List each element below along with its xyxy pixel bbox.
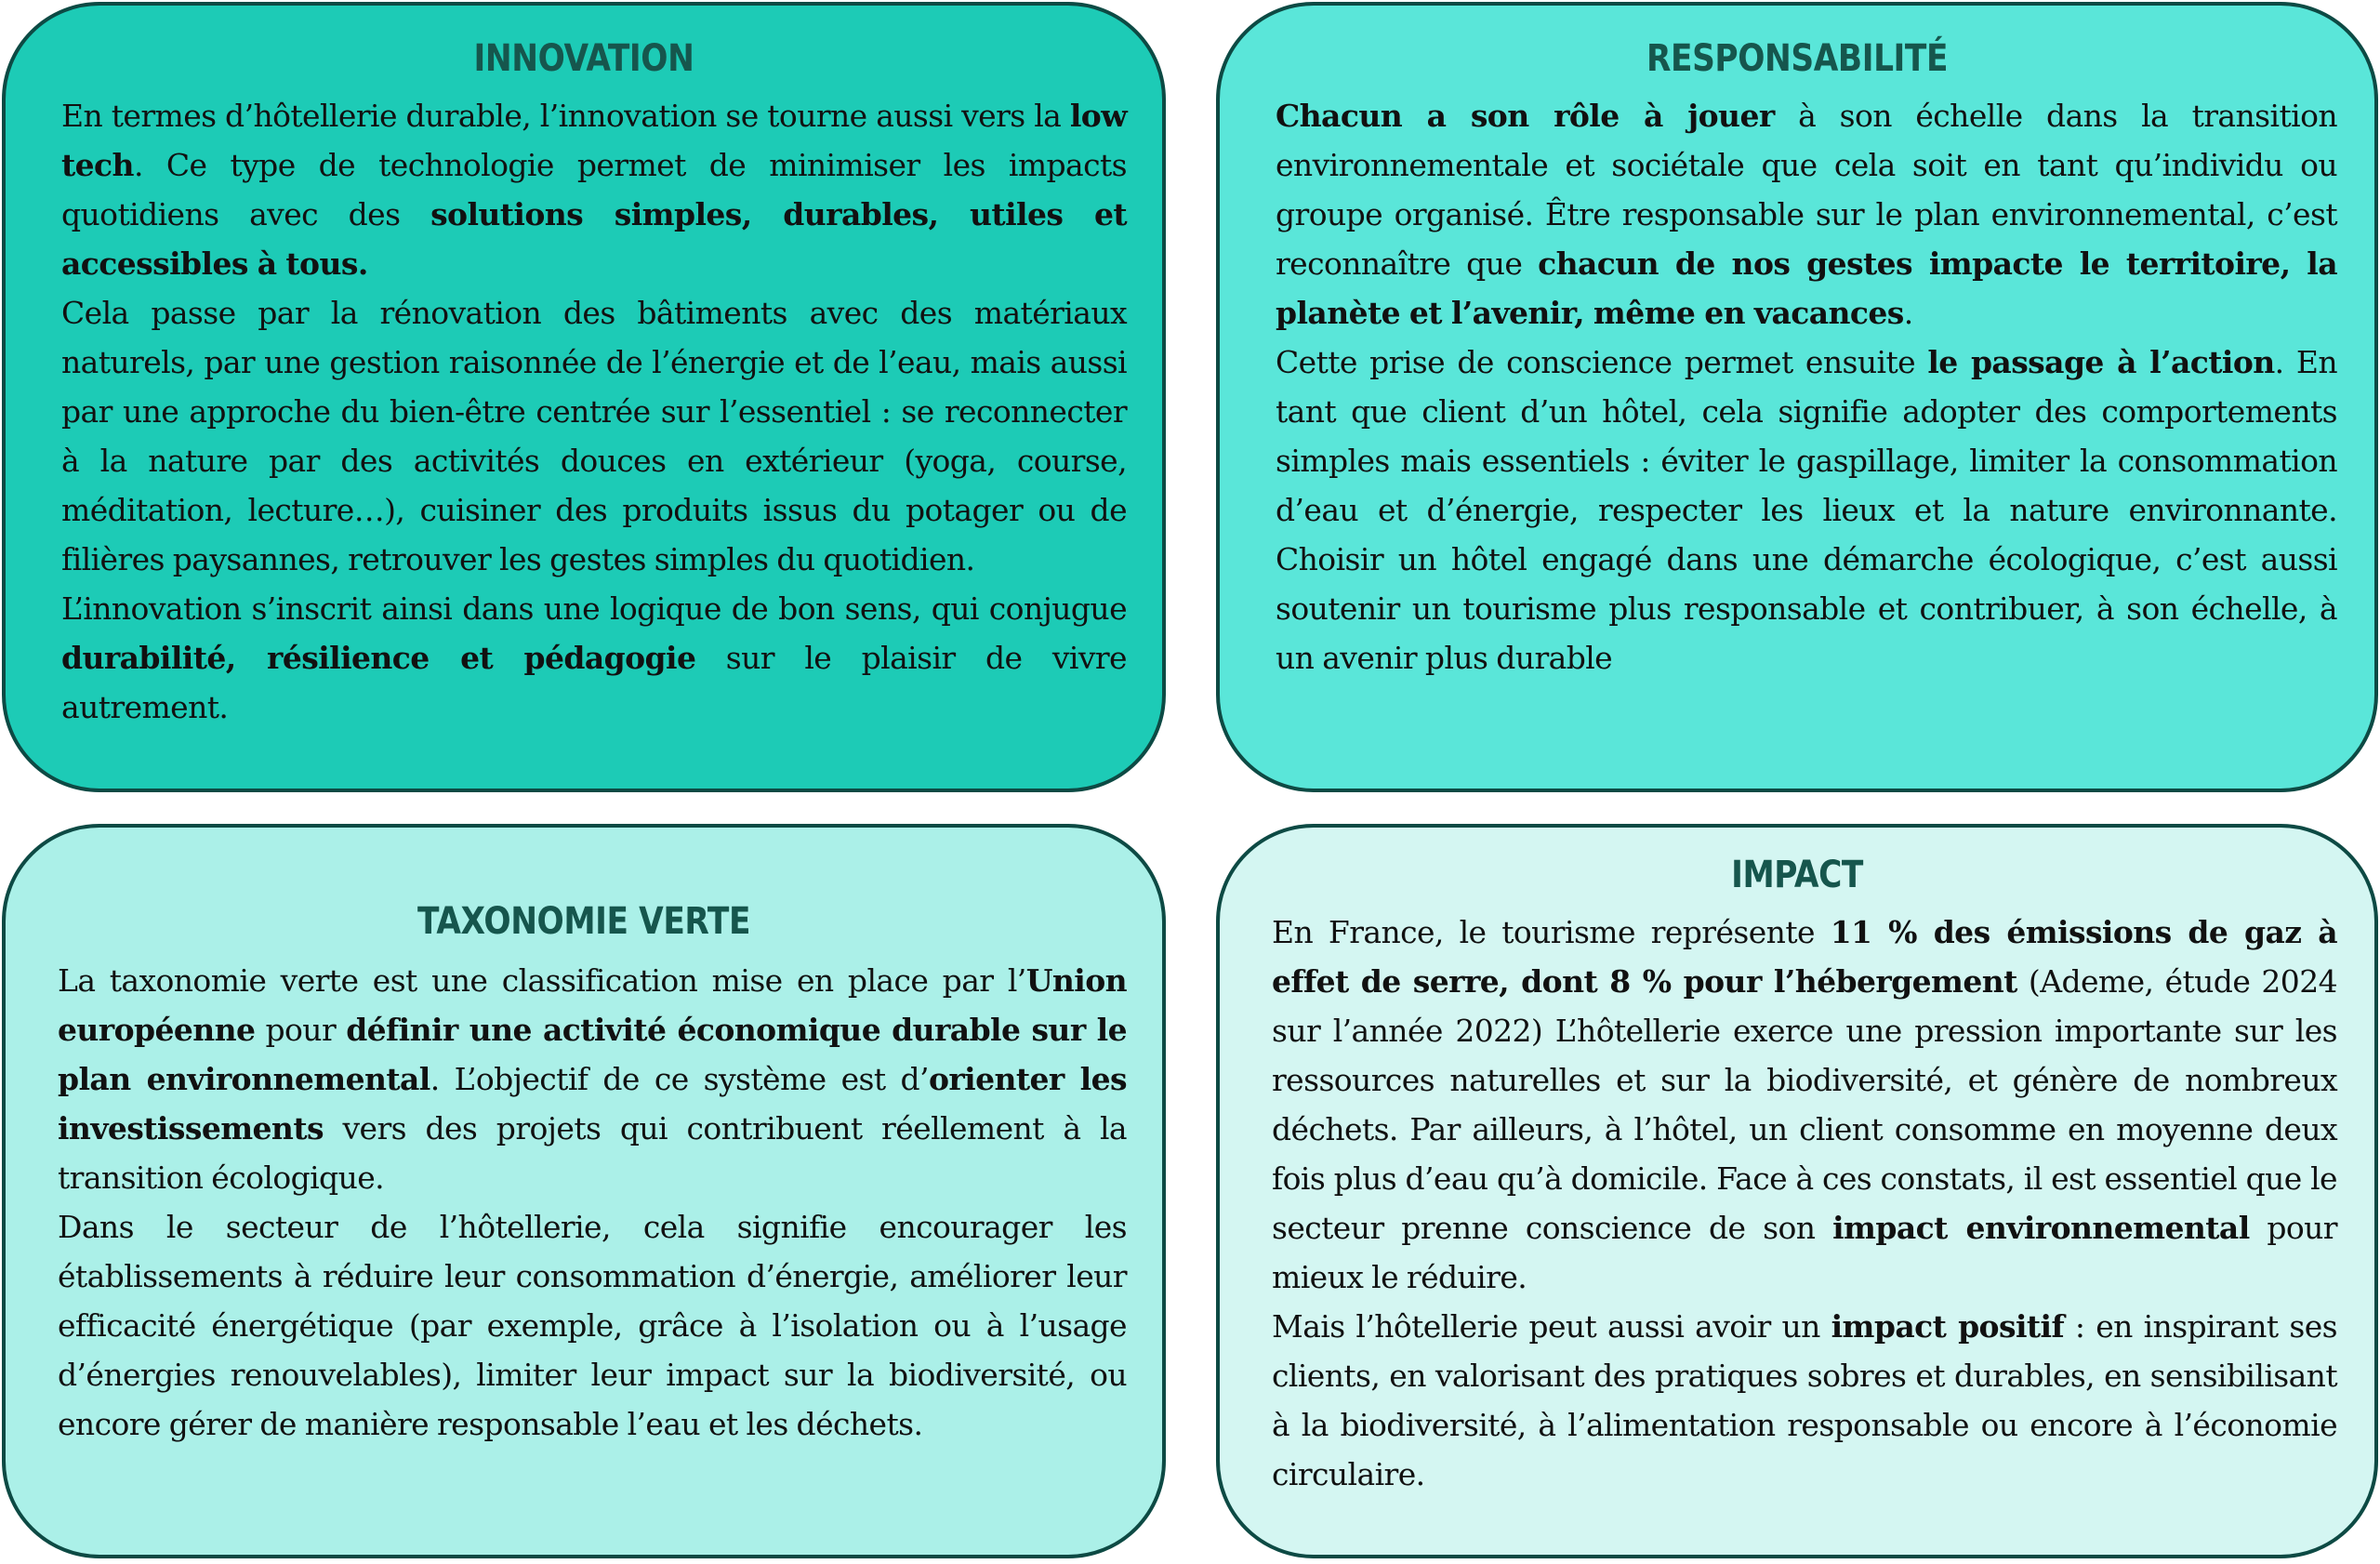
impact-paragraph-2: Mais l’hôtellerie peut aussi avoir un impact positif : en inspirant ses clients, en valorisant des pratiques sobres et durables, en sensibilisant à la biodiversité, à l’alimentation responsable ou encore à l’économie circulaire.: [1272, 1308, 2337, 1492]
innovation-paragraph-2: Cela passe par la rénovation des bâtiments avec des matériaux naturels, par une gestion raisonnée de l’énergie et de l’eau, mais aussi par une approche du bien-être centrée sur l’essentiel : se reconnecter à la nature par des activités douces en extérieur (yoga, course, méditation, lecture…), cuisiner des produits issus du potager ou de filières paysannes, retrouver les gestes simples du quotidien.: [61, 295, 1127, 577]
taxonomie-body: [58, 956, 1127, 1449]
taxonomie-paragraph-2: Dans le secteur de l’hôtellerie, cela signifie encourager les établissements à réduire leur consommation d’énergie, améliorer leur efficacité énergétique (par exemple, grâce à l’isolation ou à l’usage d’énergies renouvelables), limiter leur impact sur la biodiversité, ou encore gérer de manière responsable l’eau et les déchets.: [58, 1209, 1127, 1442]
innovation-title: INNOVATION: [473, 37, 694, 80]
innovation-body: [61, 91, 1127, 732]
responsabilite-paragraph-1: Chacun a son rôle à jouer à son échelle dans la transition environnementale et sociétale que cela soit en tant qu’individu ou groupe organisé. Être responsable sur le plan environnemental, c’est reconnaître que chacun de nos gestes impacte le territoire, la planète et l’avenir, même en vacances.: [1276, 98, 2337, 331]
innovation-card: [2, 2, 1166, 792]
responsabilite-paragraph-2: Cette prise de conscience permet ensuite le passage à l’action. En tant que client d’un hôtel, cela signifie adopter des comportements simples mais essentiels : éviter le gaspillage, limiter la consommation d’eau et d’énergie, respecter les lieux et la nature environnante. Choisir un hôtel engagé dans une démarche écologique, c’est aussi soutenir un tourisme plus responsable et contribuer, à son échelle, à un avenir plus durable: [1276, 344, 2337, 676]
impact-body: [1272, 908, 2337, 1499]
innovation-paragraph-1: En termes d’hôtellerie durable, l’innovation se tourne aussi vers la low tech. Ce type de technologie permet de minimiser les impacts quotidiens avec des solutions simples, durables, utiles et accessibles à tous.: [61, 98, 1127, 282]
responsabilite-title: RESPONSABILITÉ: [1646, 37, 1949, 80]
taxonomie-card: [2, 824, 1166, 1558]
responsabilite-body: [1276, 91, 2337, 683]
impact-paragraph-1: En France, le tourisme représente 11 % des émissions de gaz à effet de serre, dont 8 % pour l’hébergement (Ademe, étude 2024 sur l’année 2022) L’hôtellerie exerce une pression importante sur les ressources naturelles et sur la biodiversité, et génère de nombreux déchets. Par ailleurs, à l’hôtel, un client consomme en moyenne deux fois plus d’eau qu’à domicile. Face à ces constats, il est essentiel que le secteur prenne conscience de son impact environnemental pour mieux le réduire.: [1272, 914, 2337, 1295]
innovation-paragraph-3: L’innovation s’inscrit ainsi dans une logique de bon sens, qui conjugue durabilité, résilience et pédagogie sur le plaisir de vivre autrement.: [61, 590, 1127, 725]
taxonomie-paragraph-1: La taxonomie verte est une classification mise en place par l’Union européenne pour définir une activité économique durable sur le plan environnemental. L’objectif de ce système est d’orienter les investissements vers des projets qui contribuent réellement à la transition écologique.: [58, 962, 1127, 1196]
responsabilite-card: [1216, 2, 2378, 792]
impact-title: IMPACT: [1731, 854, 1863, 896]
impact-card: [1216, 824, 2378, 1558]
taxonomie-title: TAXONOMIE VERTE: [416, 900, 751, 943]
